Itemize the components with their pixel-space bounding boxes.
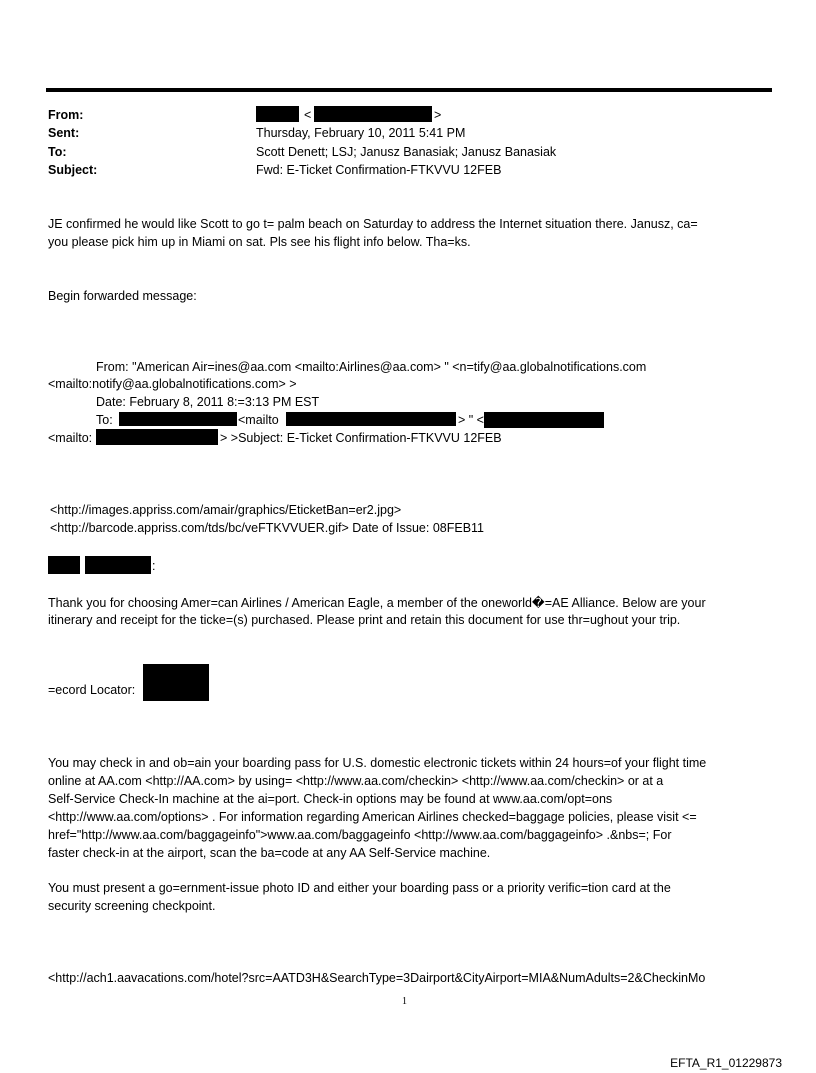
redacted-record-locator: [143, 664, 209, 701]
redacted-recipient-mailto: [286, 412, 456, 426]
header-rule: [46, 88, 772, 92]
barcode-link: <http://barcode.appriss.com/tds/bc/veFTKVVUER.gif> Date of Issue: 08FEB11: [50, 521, 485, 535]
redacted-sender-email: [314, 106, 432, 122]
checkin-line-2: online at AA.com <http://AA.com> by using= <http://www.aa.com/checkin> <http://www.aa.com/checkin> or at a: [48, 774, 664, 788]
to-value: Scott Denett; LSJ; Janusz Banasiak; Janusz Banasiak: [256, 145, 557, 159]
document-id: EFTA_R1_01229873: [670, 1056, 782, 1070]
thanks-line-1: Thank you for choosing Amer=can Airlines / American Eagle, a member of the oneworld�=AE Alliance. Below are your: [48, 596, 706, 610]
subject-value: Fwd: E-Ticket Confirmation-FTKVVU 12FEB: [256, 163, 502, 177]
image-link: <http://images.appriss.com/amair/graphics/EticketBan=er2.jpg>: [50, 503, 402, 517]
redacted-sender-name: [256, 106, 299, 122]
id-line-1: You must present a go=ernment-issue photo ID and either your boarding pass or a priority verific=tion card at the: [48, 881, 671, 895]
fwd-date: Date: February 8, 2011 8:=3:13 PM EST: [96, 395, 320, 409]
checkin-line-4: <http://www.aa.com/options> . For information regarding American Airlines checked=baggage policies, please visit <=: [48, 810, 697, 824]
fwd-to-label: To:: [96, 413, 113, 427]
intro-line-2: you please pick him up in Miami on sat. Pls see his flight info below. Tha=ks.: [48, 235, 471, 249]
fwd-to-quote: > " <: [458, 413, 484, 427]
salutation-colon: :: [152, 559, 156, 573]
fwd-mailto-2: <mailto:: [48, 431, 93, 445]
page-number: 1: [402, 996, 407, 1007]
from-lt: <: [304, 108, 312, 122]
sent-value: Thursday, February 10, 2011 5:41 PM: [256, 126, 466, 140]
from-label: From:: [48, 108, 84, 122]
fwd-from-line-2: <mailto:notify@aa.globalnotifications.com> >: [48, 377, 297, 391]
redacted-recipient-2: [484, 412, 604, 428]
redacted-mailto-2: [96, 429, 218, 445]
fwd-subject: > >Subject: E-Ticket Confirmation-FTKVVU 12FEB: [220, 431, 502, 445]
checkin-line-6: faster check-in at the airport, scan the ba=code at any AA Self-Service machine.: [48, 846, 491, 860]
fwd-from-line-1: From: "American Air=ines@aa.com <mailto:Airlines@aa.com> " <n=tify@aa.globalnotifications.com: [96, 360, 647, 374]
id-line-2: security screening checkpoint.: [48, 899, 216, 913]
from-gt: >: [434, 108, 442, 122]
to-label: To:: [48, 145, 67, 159]
sent-label: Sent:: [48, 126, 80, 140]
thanks-line-2: itinerary and receipt for the ticke=(s) purchased. Please print and retain this document for use thr=ughout your trip.: [48, 613, 681, 627]
checkin-line-1: You may check in and ob=ain your boarding pass for U.S. domestic electronic tickets within 24 hours=of your flight time: [48, 756, 707, 770]
redacted-salutation-last: [85, 556, 151, 574]
checkin-line-3: Self-Service Check-In machine at the ai=port. Check-in options may be found at www.aa.com/opt=ons: [48, 792, 613, 806]
redacted-recipient: [119, 412, 237, 426]
checkin-line-5: href="http://www.aa.com/baggageinfo">www.aa.com/baggageinfo <http://www.aa.com/baggageinfo> .&nbs=; For: [48, 828, 672, 842]
subject-label: Subject:: [48, 163, 98, 177]
record-locator-label: =ecord Locator:: [48, 683, 136, 697]
fwd-to-mailto: <mailto: [238, 413, 279, 427]
hotel-link: <http://ach1.aavacations.com/hotel?src=AATD3H&SearchType=3Dairport&CityAirport=MIA&NumAdults=2&CheckinMo: [48, 971, 706, 985]
forwarded-header: Begin forwarded message:: [48, 289, 197, 303]
redacted-salutation-first: [48, 556, 80, 574]
intro-line-1: JE confirmed he would like Scott to go t= palm beach on Saturday to address the Internet situation there. Janusz, ca=: [48, 217, 698, 231]
